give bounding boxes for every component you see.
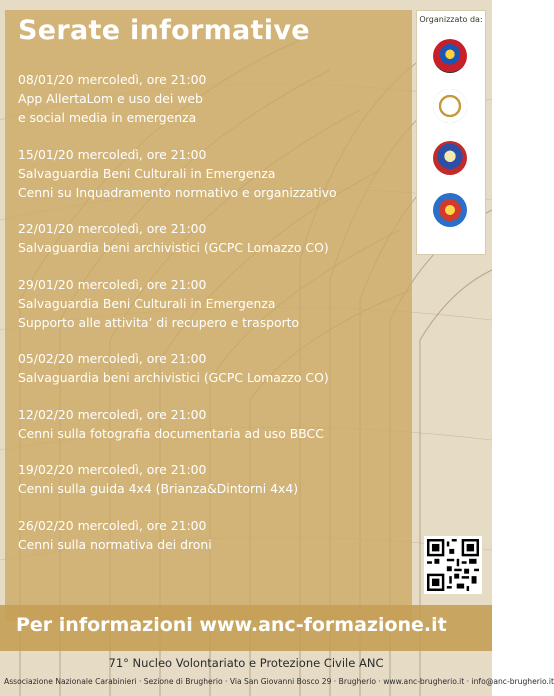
event-topic: e social media in emergenza — [18, 110, 197, 125]
organizer-logo-emblem — [433, 193, 467, 227]
event-topic: Cenni su Inquadramento normativo e organizzativo — [18, 184, 337, 200]
footer-title: 71° Nucleo Volontariato e Protezione Civile ANC — [108, 656, 384, 670]
footer-address: Associazione Nazionale Carabinieri · Sezione di Brugherio · Via San Giovanni Bosco 29 · Brugherio · www.anc-brugherio.it · info@anc-brugherio.it — [4, 677, 554, 686]
event-item — [18, 219, 408, 257]
info-link[interactable]: Per informazioni www.anc-formazione.it — [16, 614, 447, 636]
event-topic: Salvaguardia Beni Culturali in Emergenza — [18, 295, 276, 311]
event-date: 19/02/20 mercoledì, ore 21:00 — [18, 462, 207, 477]
event-item — [18, 145, 408, 202]
event-list — [18, 70, 408, 571]
event-item — [18, 70, 408, 127]
event-topic: Salvaguardia Beni Culturali in Emergenza — [18, 165, 276, 181]
event-date: 05/02/20 mercoledì, ore 21:00 — [18, 351, 207, 366]
page-title: Serate informative — [18, 15, 310, 46]
event-item — [18, 516, 408, 554]
event-topic: Salvaguardia beni archivistici (GCPC Lomazzo CO) — [18, 240, 329, 255]
event-topic: Cenni sulla fotografia documentaria ad uso BBCC — [18, 425, 324, 441]
organizer-logo-badge — [433, 141, 467, 175]
event-item — [18, 460, 408, 498]
event-item — [18, 405, 408, 443]
event-topic: Cenni sulla normativa dei droni — [18, 536, 212, 552]
organizer-logo-shield — [433, 39, 467, 73]
event-topic: Cenni sulla guida 4x4 (Brianza&Dintorni 4x4) — [18, 481, 299, 496]
event-date: 26/02/20 mercoledì, ore 21:00 — [18, 517, 207, 533]
event-date: 22/01/20 mercoledì, ore 21:00 — [18, 221, 207, 236]
event-date: 12/02/20 mercoledì, ore 21:00 — [18, 406, 207, 422]
qr-code[interactable] — [424, 536, 482, 594]
event-item — [18, 349, 408, 387]
organizers-label: Organizzato da: — [419, 15, 483, 24]
organizer-logo-seal — [433, 89, 467, 123]
event-date: 15/01/20 mercoledì, ore 21:00 — [18, 146, 207, 162]
event-topic: App AllertaLom e uso dei web — [18, 91, 203, 106]
qr-code-icon — [427, 539, 479, 591]
organizers-sidebar — [416, 10, 486, 255]
event-topic: Supporto alle attivita’ di recupero e trasporto — [18, 314, 300, 330]
event-date: 08/01/20 mercoledì, ore 21:00 — [18, 72, 207, 87]
event-topic: Salvaguardia beni archivistici (GCPC Lomazzo CO) — [18, 370, 329, 385]
event-date: 29/01/20 mercoledì, ore 21:00 — [18, 276, 207, 292]
event-item — [18, 275, 408, 332]
